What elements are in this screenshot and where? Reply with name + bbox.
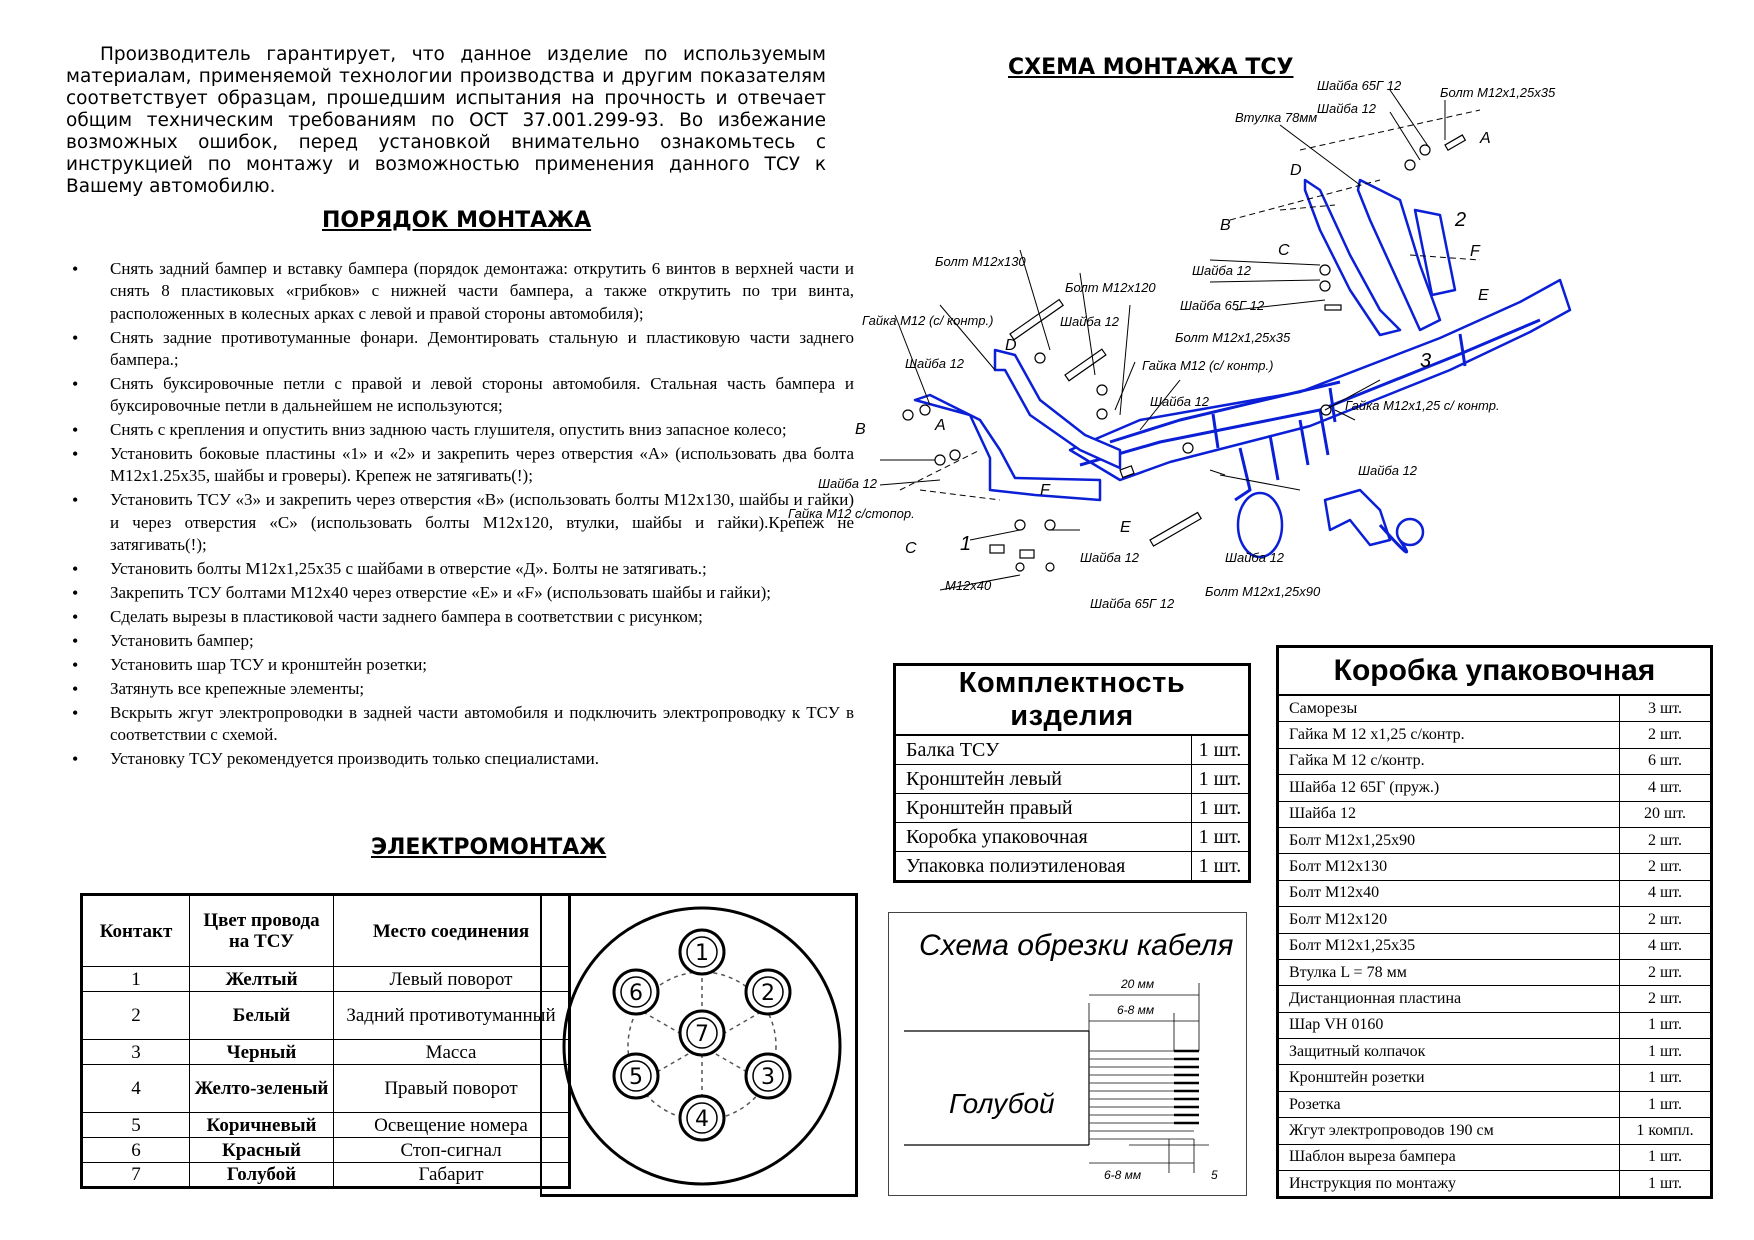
wiring-color: Красный xyxy=(190,1138,334,1163)
pack-item-name: Дистанционная пластина xyxy=(1278,986,1620,1012)
list-item: • Закрепить ТСУ болтами М12х40 через отверстие «Е» и «F» (использовать шайбы и гайки); xyxy=(66,582,854,604)
table-row xyxy=(1278,880,1712,906)
letter-d: D xyxy=(1005,337,1017,354)
letter-c: C xyxy=(1278,242,1290,259)
wiring-color: Голубой xyxy=(190,1163,334,1188)
pack-item-name: Жгут электропроводов 190 см xyxy=(1278,1118,1620,1144)
list-item: • Сделать вырезы в пластиковой части заднего бампера в соответствии с рисунком; xyxy=(66,606,854,628)
pack-item-qty: 1 шт. xyxy=(1620,1012,1712,1038)
pack-item-qty: 2 шт. xyxy=(1620,722,1712,748)
part-number-3: 3 xyxy=(1420,350,1432,372)
list-item: • Затянуть все крепежные элементы; xyxy=(66,678,854,700)
wiring-pin: 6 xyxy=(82,1138,190,1163)
label-nut-125: Гайка М12х1,25 с/ контр. xyxy=(1345,398,1500,413)
pack-title: Коробка упаковочная xyxy=(1278,647,1712,696)
table-row xyxy=(1278,775,1712,801)
kit-item-qty: 1 шт. xyxy=(1192,735,1250,765)
pack-item-name: Шаблон выреза бампера xyxy=(1278,1144,1620,1170)
scheme-title: СХЕМА МОНТАЖА ТСУ xyxy=(1008,55,1294,80)
label-washer-65g: Шайба 65Г 12 xyxy=(1317,78,1402,93)
table-row xyxy=(1278,1171,1712,1198)
wiring-pin: 2 xyxy=(82,992,190,1040)
pack-item-qty: 1 шт. xyxy=(1620,1171,1712,1198)
wiring-place: Масса xyxy=(334,1040,570,1065)
table-row xyxy=(1278,907,1712,933)
letter-a: A xyxy=(1480,130,1491,147)
pack-item-name: Шайба 12 xyxy=(1278,801,1620,827)
pack-item-name: Гайка М 12 с/контр. xyxy=(1278,748,1620,774)
table-row xyxy=(895,823,1250,852)
pack-item-name: Кронштейн розетки xyxy=(1278,1065,1620,1091)
label-bolt-35: Болт М12х1,25х35 xyxy=(1440,85,1556,100)
pack-item-qty: 2 шт. xyxy=(1620,827,1712,853)
table-row xyxy=(1278,854,1712,880)
pack-item-name: Защитный колпачок xyxy=(1278,1039,1620,1065)
list-item: • Снять с крепления и опустить вниз заднюю часть глушителя, опустить вниз запасное колесо; xyxy=(66,419,854,441)
label-washer-12: Шайба 12 xyxy=(1192,263,1252,278)
letter-b: B xyxy=(855,421,866,438)
table-row xyxy=(1278,1144,1712,1170)
label-washer-12: Шайба 12 xyxy=(818,476,878,491)
pin-label: 6 xyxy=(629,981,643,1006)
pack-item-qty: 2 шт. xyxy=(1620,907,1712,933)
label-bolt-35: Болт М12х1,25х35 xyxy=(1175,330,1291,345)
table-row xyxy=(82,1040,570,1065)
connector-diagram xyxy=(542,896,856,1196)
table-row xyxy=(82,1163,570,1188)
cable-title: Схема обрезки кабеля xyxy=(919,929,1234,962)
table-row xyxy=(82,1065,570,1113)
label-bolt-130: Болт М12х130 xyxy=(935,254,1026,269)
cable-panel xyxy=(888,912,1247,1196)
wiring-color: Желтый xyxy=(190,967,334,992)
table-row xyxy=(895,765,1250,794)
label-nut-lock: Гайка М12 (с/ контр.) xyxy=(1142,358,1274,373)
list-item: • Снять задний бампер и вставку бампера (порядок демонтажа: открутить 6 винтов в верхней части и снять 8 пластиковых «грибков» с нижней части бампера, а также открутить по три винта, расположенных в колесных арках с левой и правой стороны автомобиля); xyxy=(66,258,854,325)
table-row xyxy=(1278,1039,1712,1065)
table-row xyxy=(895,794,1250,823)
pack-item-name: Втулка L = 78 мм xyxy=(1278,959,1620,985)
left-plate xyxy=(915,395,1100,500)
pack-item-name: Гайка М 12 х1,25 с/контр. xyxy=(1278,722,1620,748)
list-item: • Установить боковые пластины «1» и «2» и закрепить через отверстия «А» (использовать два болта М12х1.25х35, шайбы и гроверы). Крепеж не затягивать(!); xyxy=(66,443,854,488)
kit-item-name: Упаковка полиэтиленовая xyxy=(895,852,1192,882)
wiring-color: Белый xyxy=(190,992,334,1040)
label-bolt-90: Болт М12х1,25х90 xyxy=(1205,584,1321,599)
pack-item-qty: 6 шт. xyxy=(1620,748,1712,774)
pin-label: 2 xyxy=(761,981,775,1006)
wiring-place: Габарит xyxy=(334,1163,570,1188)
wiring-color: Черный xyxy=(190,1040,334,1065)
pack-item-name: Болт М12х1,25х90 xyxy=(1278,827,1620,853)
table-row xyxy=(1278,1012,1712,1038)
label-washer-65g: Шайба 65Г 12 xyxy=(1180,298,1265,313)
pack-item-qty: 20 шт. xyxy=(1620,801,1712,827)
wiring-pin: 4 xyxy=(82,1065,190,1113)
wiring-pin: 1 xyxy=(82,967,190,992)
kit-item-name: Кронштейн правый xyxy=(895,794,1192,823)
label-washer-12: Шайба 12 xyxy=(905,356,965,371)
tow-ball xyxy=(1397,519,1423,545)
dim-6-8-top: 6-8 мм xyxy=(1117,1003,1155,1017)
letter-d: D xyxy=(1290,162,1302,179)
pack-item-qty: 4 шт. xyxy=(1620,933,1712,959)
wiring-place: Стоп-сигнал xyxy=(334,1138,570,1163)
pack-item-name: Болт М12х1,25х35 xyxy=(1278,933,1620,959)
label-washer-12: Шайба 12 xyxy=(1225,550,1285,565)
dim-6-8-bottom: 6-8 мм xyxy=(1104,1168,1142,1182)
wire-label: Голубой xyxy=(949,1088,1055,1119)
kit-item-name: Кронштейн левый xyxy=(895,765,1192,794)
pack-item-qty: 2 шт. xyxy=(1620,854,1712,880)
pack-item-qty: 2 шт. xyxy=(1620,986,1712,1012)
pack-item-name: Розетка xyxy=(1278,1091,1620,1117)
table-row xyxy=(82,992,570,1040)
pack-item-name: Шайба 12 65Г (пруж.) xyxy=(1278,775,1620,801)
pin-label: 4 xyxy=(695,1107,709,1132)
table-row xyxy=(1278,748,1712,774)
cable-diagram xyxy=(889,913,1246,1195)
pin-label: 5 xyxy=(629,1065,643,1090)
pack-item-name: Саморезы xyxy=(1278,695,1620,722)
table-row xyxy=(1278,1118,1712,1144)
pack-table xyxy=(1276,645,1713,1199)
list-item: • Снять задние противотуманные фонари. Демонтировать стальную и пластиковую части заднего бампера.; xyxy=(66,327,854,372)
pack-item-name: Инструкция по монтажу xyxy=(1278,1171,1620,1198)
kit-item-name: Балка ТСУ xyxy=(895,735,1192,765)
wiring-table xyxy=(80,893,571,1189)
wiring-pin: 3 xyxy=(82,1040,190,1065)
kit-item-qty: 1 шт. xyxy=(1192,823,1250,852)
letter-b: B xyxy=(1220,217,1231,234)
pack-item-name: Шар VH 0160 xyxy=(1278,1012,1620,1038)
table-row xyxy=(1278,801,1712,827)
pin-label: 3 xyxy=(761,1065,775,1090)
label-washer-12: Шайба 12 xyxy=(1150,394,1210,409)
pin-label: 1 xyxy=(695,941,709,966)
wiring-header-color: Цвет провода на ТСУ xyxy=(190,895,334,967)
kit-item-qty: 1 шт. xyxy=(1192,765,1250,794)
table-row xyxy=(1278,986,1712,1012)
mounting-diagram xyxy=(788,70,1740,630)
pack-item-qty: 3 шт. xyxy=(1620,695,1712,722)
wiring-color: Коричневый xyxy=(190,1113,334,1138)
wiring-pin: 5 xyxy=(82,1113,190,1138)
table-row xyxy=(1278,722,1712,748)
table-row xyxy=(1278,1091,1712,1117)
list-item: • Установить ТСУ «3» и закрепить через отверстия «В» (использовать болты М12х130, шайбы и гайки) и через отверстия «С» (использовать болты М12х120, втулки, шайбы и гайки).Крепеж не затягивать(!); xyxy=(66,489,854,556)
wiring-title: ЭЛЕКТРОМОНТАЖ xyxy=(371,835,607,860)
pack-item-qty: 1 шт. xyxy=(1620,1144,1712,1170)
label-bushing: Втулка 78мм xyxy=(1235,110,1318,125)
wiring-header-pin: Контакт xyxy=(82,895,190,967)
label-nut-stop: Гайка М12 с/стопор. xyxy=(788,506,915,521)
pack-item-qty: 2 шт. xyxy=(1620,959,1712,985)
letter-c: C xyxy=(905,540,917,557)
tow-ball-neck xyxy=(1325,490,1390,545)
tow-beam xyxy=(1070,280,1570,480)
list-item: • Установить болты М12х1,25х35 с шайбами в отверстие «Д». Болты не затягивать.; xyxy=(66,558,854,580)
kit-table xyxy=(893,663,1251,883)
list-item: • Установить бампер; xyxy=(66,630,854,652)
pack-item-qty: 4 шт. xyxy=(1620,775,1712,801)
table-row xyxy=(1278,933,1712,959)
table-row xyxy=(1278,827,1712,853)
label-washer-12: Шайба 12 xyxy=(1317,101,1377,116)
pack-item-name: Болт М12х40 xyxy=(1278,880,1620,906)
letter-f: F xyxy=(1470,243,1480,260)
part-number-1: 1 xyxy=(960,533,972,555)
socket xyxy=(1238,493,1282,557)
wiring-place: Правый поворот xyxy=(334,1065,570,1113)
letter-e: E xyxy=(1478,287,1489,304)
label-washer-12: Шайба 12 xyxy=(1060,314,1120,329)
pack-item-qty: 1 шт. xyxy=(1620,1039,1712,1065)
kit-item-qty: 1 шт. xyxy=(1192,852,1250,882)
pin-label: 7 xyxy=(695,1022,709,1047)
wiring-pin: 7 xyxy=(82,1163,190,1188)
pack-item-qty: 1 компл. xyxy=(1620,1118,1712,1144)
pack-item-qty: 1 шт. xyxy=(1620,1091,1712,1117)
kit-title: Комплектность изделия xyxy=(895,665,1250,736)
label-washer-65g: Шайба 65Г 12 xyxy=(1090,596,1175,611)
pack-item-qty: 4 шт. xyxy=(1620,880,1712,906)
pack-item-name: Болт М12х120 xyxy=(1278,907,1620,933)
label-washer-12: Шайба 12 xyxy=(1080,550,1140,565)
label-m12x40: М12х40 xyxy=(945,578,992,593)
table-row xyxy=(1278,1065,1712,1091)
wiring-color: Желто-зеленый xyxy=(190,1065,334,1113)
install-title: ПОРЯДОК МОНТАЖА xyxy=(322,208,592,233)
install-steps xyxy=(66,258,854,772)
label-washer-12: Шайба 12 xyxy=(1358,463,1418,478)
table-row xyxy=(1278,695,1712,722)
intro-text: Производитель гарантирует, что данное изделие по используемым материалам, применяемой технологии производства и другим показателям соответствует образцам, прошедшим испытания на прочность и отвечает общим техническим требованиям по ОСТ 37.001.299-93. Во избежание возможных ошибок, перед установкой внимательно ознакомьтесь с инструкцией по монтажу и возможностью применения данного ТСУ к Вашему автомобилю. xyxy=(66,44,826,197)
label-bolt-120: Болт М12х120 xyxy=(1065,280,1156,295)
table-row xyxy=(895,735,1250,765)
letter-e: E xyxy=(1120,519,1131,536)
list-item: • Установить шар ТСУ и кронштейн розетки; xyxy=(66,654,854,676)
kit-item-name: Коробка упаковочная xyxy=(895,823,1192,852)
list-item: • Снять буксировочные петли с правой и левой стороны автомобиля. Стальная часть бампера и буксировочные петли в дальнейшем не используются; xyxy=(66,373,854,418)
kit-item-qty: 1 шт. xyxy=(1192,794,1250,823)
wiring-place: Левый поворот xyxy=(334,967,570,992)
pack-item-qty: 1 шт. xyxy=(1620,1065,1712,1091)
dim-5: 5 xyxy=(1211,1168,1218,1182)
part-number-2: 2 xyxy=(1455,209,1467,231)
connector-panel xyxy=(540,893,858,1197)
list-item: • Установку ТСУ рекомендуется производить только специалистами. xyxy=(66,748,854,770)
wiring-header-place: Место соединения xyxy=(334,895,570,967)
wiring-place: Освещение номера xyxy=(334,1113,570,1138)
list-item: • Вскрыть жгут электропроводки в задней части автомобиля и подключить электропроводку к ТСУ в соответствии с схемой. xyxy=(66,702,854,747)
wiring-place: Задний противотуманный xyxy=(334,992,570,1040)
table-row xyxy=(1278,959,1712,985)
label-nut-lock: Гайка М12 (с/ контр.) xyxy=(862,313,994,328)
table-row xyxy=(82,967,570,992)
letter-f: F xyxy=(1040,482,1050,499)
letter-a: A xyxy=(935,417,946,434)
table-row xyxy=(895,852,1250,882)
table-row xyxy=(82,1113,570,1138)
pack-item-name: Болт М12х130 xyxy=(1278,854,1620,880)
table-row xyxy=(82,1138,570,1163)
dim-20: 20 мм xyxy=(1121,977,1155,991)
